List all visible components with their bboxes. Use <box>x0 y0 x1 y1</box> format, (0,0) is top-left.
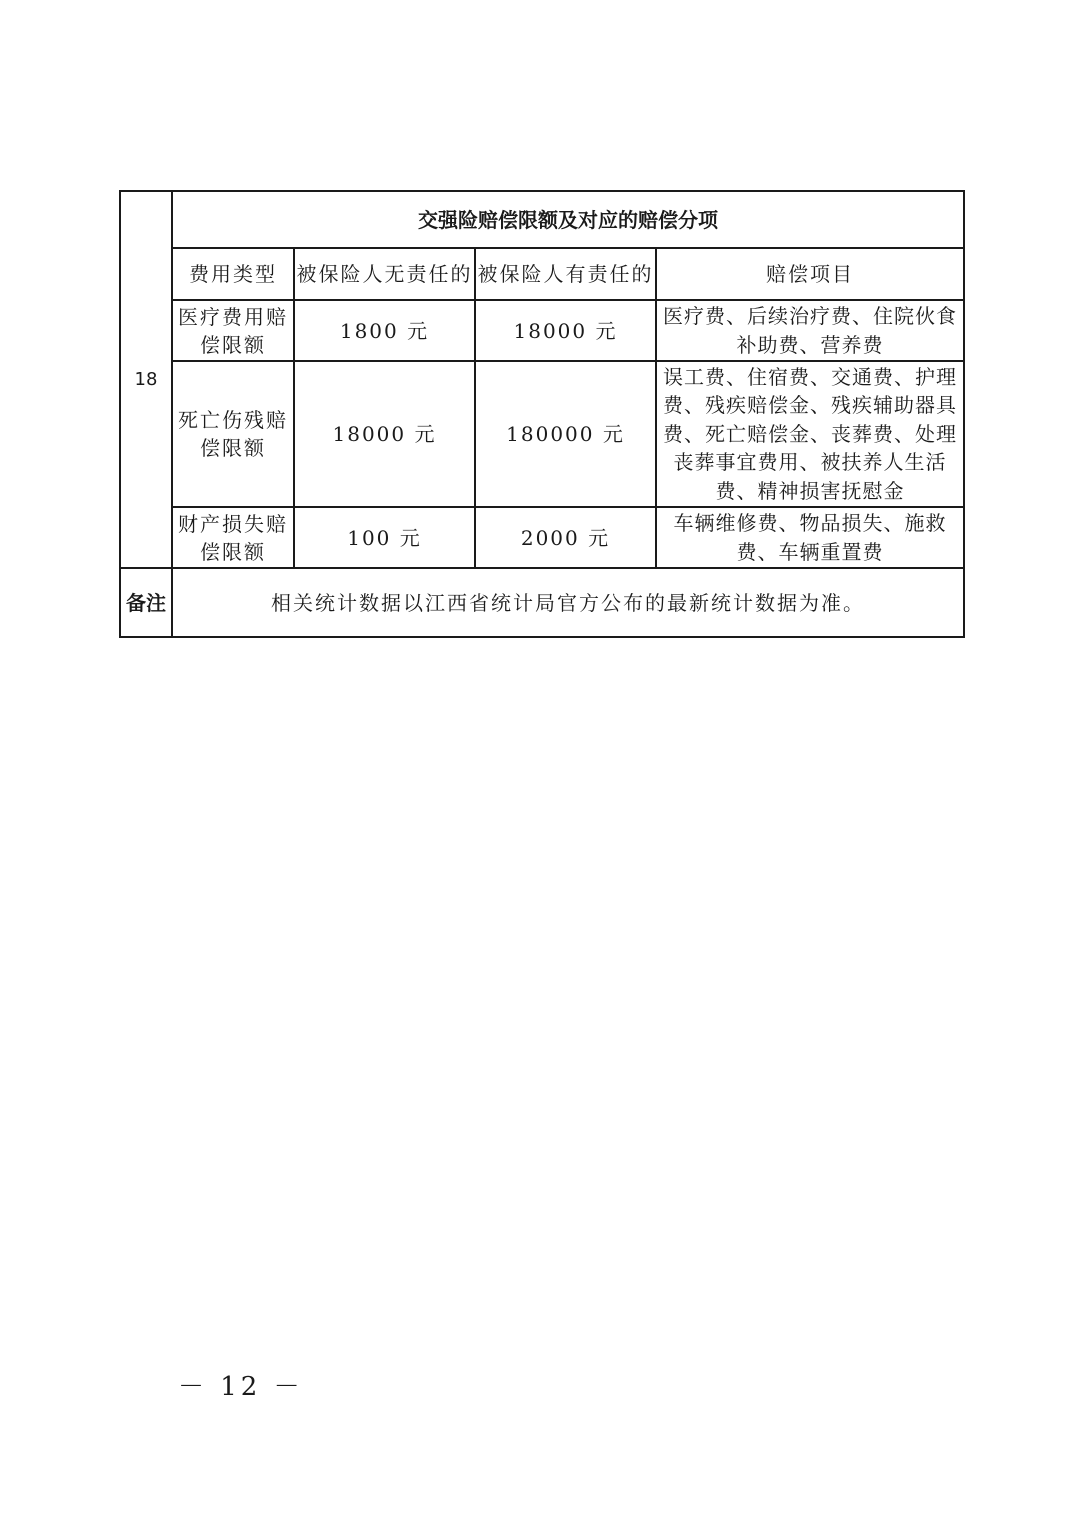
compensation-items-cell: 车辆维修费、物品损失、施救费、车辆重置费 <box>656 507 964 568</box>
table-row <box>120 361 964 507</box>
table-title: 交强险赔偿限额及对应的赔偿分项 <box>172 191 964 248</box>
no-fault-cell: 18000 元 <box>294 361 475 507</box>
note-text: 相关统计数据以江西省统计局官方公布的最新统计数据为准。 <box>172 568 964 637</box>
header-cost-type: 费用类型 <box>172 248 294 300</box>
note-row <box>120 568 964 637</box>
cost-type-cell: 死亡伤残赔偿限额 <box>172 361 294 507</box>
compensation-table <box>119 190 965 638</box>
header-at-fault: 被保险人有责任的 <box>475 248 656 300</box>
page-number: － 12 － <box>178 1372 304 1402</box>
table-row <box>120 300 964 361</box>
at-fault-cell: 18000 元 <box>475 300 656 361</box>
cost-type-cell: 财产损失赔偿限额 <box>172 507 294 568</box>
compensation-items-cell: 误工费、住宿费、交通费、护理费、残疾赔偿金、残疾辅助器具费、死亡赔偿金、丧葬费、处理丧葬事宜费用、被扶养人生活费、精神损害抚慰金 <box>656 361 964 507</box>
table-title-row <box>120 191 964 248</box>
row-number-cell: 18 <box>120 191 172 568</box>
at-fault-cell: 2000 元 <box>475 507 656 568</box>
table-header-row <box>120 248 964 300</box>
no-fault-cell: 1800 元 <box>294 300 475 361</box>
cost-type-cell: 医疗费用赔偿限额 <box>172 300 294 361</box>
at-fault-cell: 180000 元 <box>475 361 656 507</box>
header-compensation-items: 赔偿项目 <box>656 248 964 300</box>
no-fault-cell: 100 元 <box>294 507 475 568</box>
table-row <box>120 507 964 568</box>
note-label: 备注 <box>120 568 172 637</box>
compensation-items-cell: 医疗费、后续治疗费、住院伙食补助费、营养费 <box>656 300 964 361</box>
header-no-fault: 被保险人无责任的 <box>294 248 475 300</box>
